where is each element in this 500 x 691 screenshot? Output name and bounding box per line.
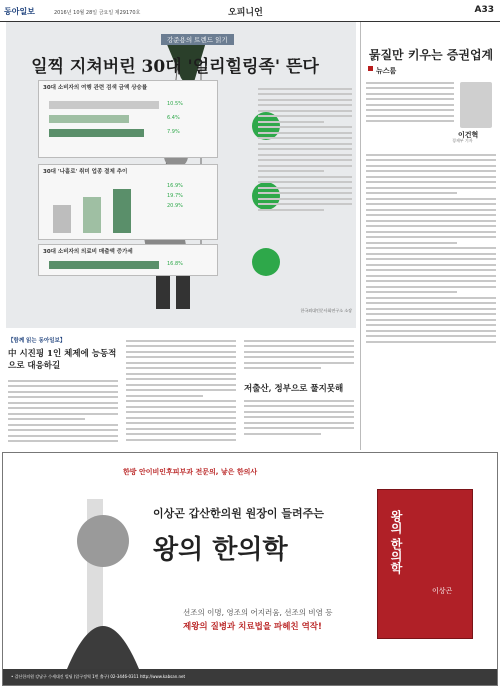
chart-2-label-2: 20.9% <box>167 203 183 209</box>
chart-1-bar-1 <box>49 115 129 123</box>
chart-1 <box>38 80 218 158</box>
chart-2-bar-0 <box>53 205 71 233</box>
book-cover[interactable] <box>377 489 473 639</box>
chart-1-label-2: 7.9% <box>167 129 180 135</box>
left-story-title: 中 시진핑 1인 체제에 능동적으로 대응하길 <box>8 349 117 371</box>
newspaper-logo: 동아일보 <box>4 7 35 16</box>
ad-subtitle: 이상곤 갑산한의원 원장이 들려주는 <box>153 507 324 520</box>
ad-copy-1: 선조의 이명, 영조의 어지러움, 선조의 비염 등 <box>183 608 333 617</box>
chart-3-badge <box>252 248 280 276</box>
ad-tagline: 한방 안이비인후피부과 전문의, 낳은 한의사 <box>123 468 258 476</box>
chart-2-bar-2 <box>113 189 131 233</box>
chart-2-title: 30대 '나홀로' 취미 업종 결제 추이 <box>43 169 128 175</box>
chart-2-label-1: 19.7% <box>167 193 183 199</box>
middle-story-title: 저출산, 정부으로 풀지못해 <box>244 384 344 394</box>
book-cover-title: 왕의 한의학 <box>389 510 403 575</box>
chart-2-bar-1 <box>83 197 101 233</box>
feature-headline: 일찍 지쳐버린 30대 '얼리힐링족' 뜬다 <box>31 57 319 77</box>
section-title: 오피니언 <box>228 8 263 18</box>
column-divider <box>360 22 361 450</box>
chart-3-bar-0 <box>49 261 159 269</box>
chart-3-title: 30대 소비자의 의료비 매출액 증가세 <box>43 249 133 255</box>
book-cover-author: 이상곤 <box>432 587 453 595</box>
feature-kicker: 강준용의 트렌드 읽기 <box>161 34 234 45</box>
opinion-body-top <box>366 78 454 148</box>
chart-1-bar-2 <box>49 129 144 137</box>
ad-title: 왕의 한의학 <box>153 535 288 565</box>
author-portrait <box>460 82 492 128</box>
chart-2-label-0: 16.9% <box>167 183 183 189</box>
opinion-column-name: 뉴스룸 <box>376 67 397 75</box>
bullet-icon <box>368 66 373 71</box>
chart-1-label-0: 10.5% <box>167 101 183 107</box>
ad-copy-2: 제왕의 질병과 치료법을 파헤친 역작! <box>183 622 322 632</box>
chart-1-label-1: 6.4% <box>167 115 180 121</box>
opinion-body <box>366 150 496 450</box>
middle-story-body-top <box>244 336 354 380</box>
feature-body-text <box>258 84 352 244</box>
left-story-body-2 <box>126 336 236 448</box>
book-advertisement[interactable] <box>2 452 498 686</box>
chart-2 <box>38 164 218 240</box>
author-name: 이건혁 <box>458 131 479 139</box>
author-photo <box>63 493 143 669</box>
middle-story-body <box>244 396 354 448</box>
ad-footer: • 갑산한의원 강남구 수세대건 빌딩 (압구정역 1번 출구) 02-3446-0311 http://www.kabsan.net <box>3 669 497 685</box>
chart-1-bar-0 <box>49 101 159 109</box>
chart-1-title: 30대 소비자의 여행 관련 검색 금액 상승률 <box>43 85 148 91</box>
chart-3-label-0: 16.8% <box>167 261 183 267</box>
page-number: A33 <box>474 5 494 15</box>
chart-3 <box>38 244 218 276</box>
issue-date: 2016년 10월 28일 금요일 제29170호 <box>54 10 141 16</box>
opinion-title: 묽질만 키우는 증권업계 <box>368 48 494 62</box>
left-story-label: 【함께 읽는 동아일보】 <box>8 338 66 344</box>
feature-byline: 한국외대인문사회연구소 소장 <box>300 308 352 313</box>
author-role: 경제부 기자 <box>452 138 473 143</box>
left-story-body <box>8 376 118 448</box>
